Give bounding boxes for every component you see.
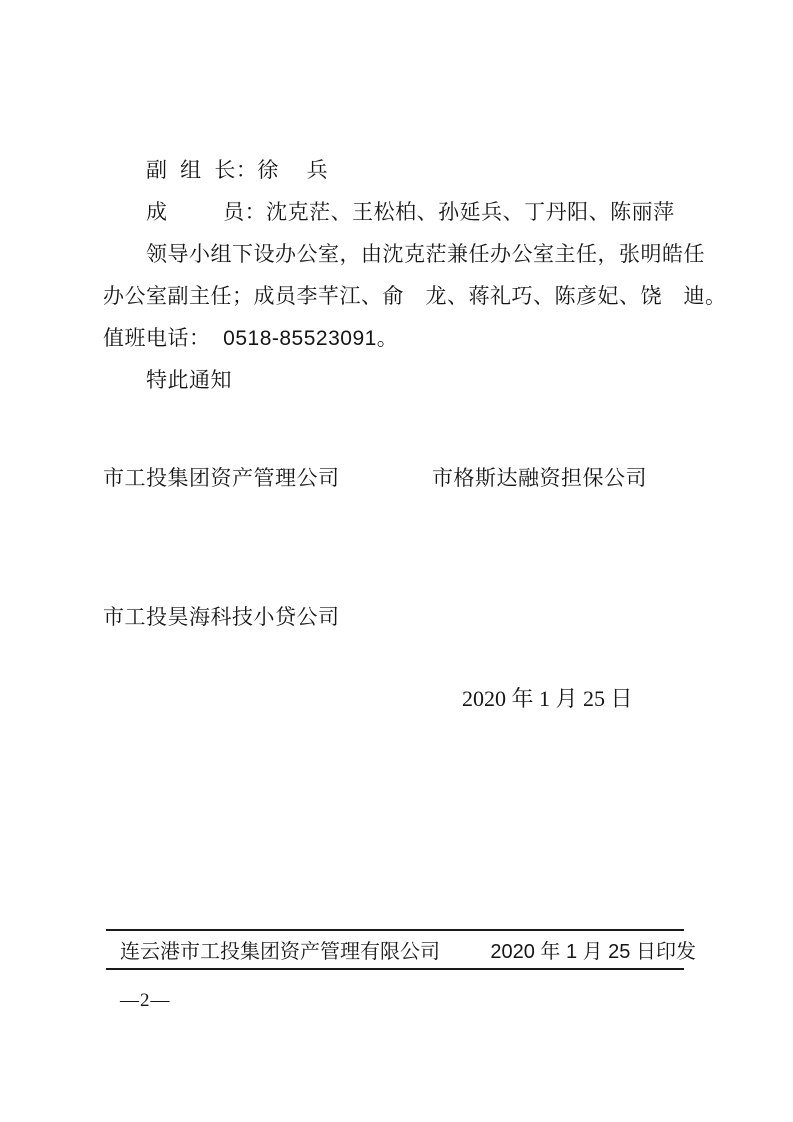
page-number: —2—	[120, 990, 171, 1011]
footer-rule-bottom	[106, 968, 684, 970]
hereby-notice-line: 特此通知	[103, 369, 232, 392]
signature-org-haohai-microloan: 市工投昊海科技小贷公司	[103, 606, 340, 629]
signature-org-asset-management: 市工投集团资产管理公司	[103, 467, 340, 490]
issue-date: 2020 年 1 月 25 日	[462, 686, 633, 711]
duty-phone-line: 值班电话： 0518-85523091。	[103, 327, 399, 350]
signature-org-gesida-guarantee: 市格斯达融资担保公司	[432, 467, 647, 490]
office-paragraph-line-1: 领导小组下设办公室，由沈克茫兼任办公室主任，张明皓任	[103, 243, 705, 266]
footer-banner	[106, 931, 696, 968]
office-paragraph-line-2: 办公室副主任；成员李芊江、俞 龙、蒋礼巧、陈彦妃、饶 迪。	[103, 285, 727, 308]
notice-body	[103, 150, 727, 402]
members-line: 成 员：沈克茫、王松柏、孙延兵、丁丹阳、陈丽萍	[103, 201, 675, 224]
footer-issuer: 连云港市工投集团资产管理有限公司	[120, 941, 440, 963]
footer-print-date: 2020 年 1 月 25 日印发	[490, 941, 696, 963]
deputy-leader-line: 副 组 长：徐 兵	[103, 159, 329, 182]
